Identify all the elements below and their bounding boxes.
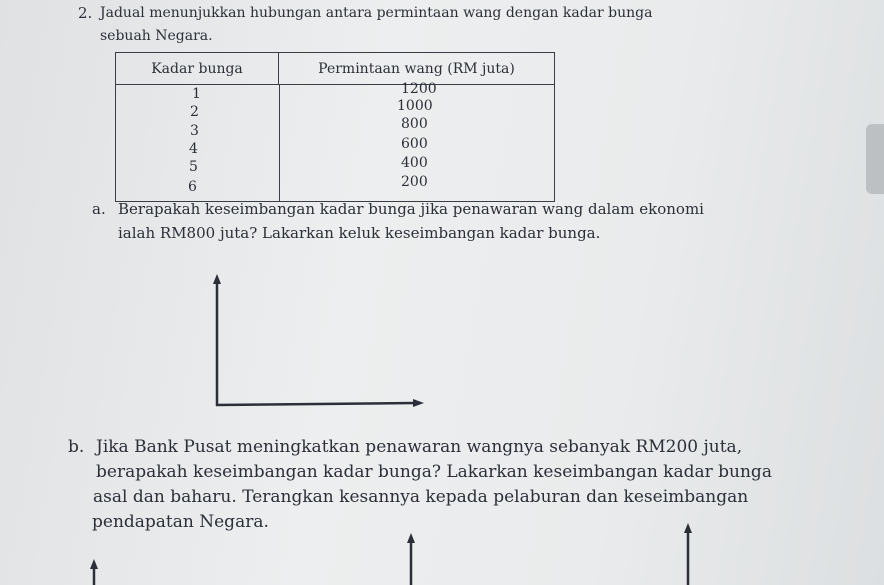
question-number: 2. bbox=[78, 4, 93, 22]
table-cell-demand: 200 bbox=[401, 174, 428, 190]
table-cell-demand: 1200 bbox=[401, 81, 437, 97]
question-intro-line-1: Jadual menunjukkan hubungan antara permintaan wang dengan kadar bunga bbox=[100, 5, 653, 21]
table-column-divider bbox=[279, 85, 280, 201]
binder-tab bbox=[866, 124, 884, 194]
table-cell-demand: 1000 bbox=[397, 98, 433, 114]
table-cell-rate: 6 bbox=[188, 179, 197, 195]
table-cell-demand: 600 bbox=[401, 136, 428, 152]
table-cell-demand: 400 bbox=[401, 155, 428, 171]
table-header-money-demand: Permintaan wang (RM juta) bbox=[279, 53, 554, 85]
table-header-interest-rate: Kadar bunga bbox=[116, 53, 279, 85]
part-b-question-line-3: asal dan baharu. Terangkan kesannya kepada pelaburan dan keseimbangan bbox=[93, 487, 749, 507]
part-b-label: b. bbox=[68, 437, 85, 457]
part-b-axis-arrow-middle bbox=[403, 532, 419, 585]
part-b-axis-arrow-right bbox=[680, 522, 696, 585]
table-cell-rate: 1 bbox=[192, 86, 201, 102]
part-b-question-line-2: berapakah keseimbangan kadar bunga? Lakarkan keseimbangan kadar bunga bbox=[96, 462, 772, 482]
question-intro-line-2: sebuah Negara. bbox=[100, 28, 213, 44]
part-a-blank-axes bbox=[205, 272, 430, 414]
part-a-question-line-2: ialah RM800 juta? Lakarkan keluk keseimbangan kadar bunga. bbox=[118, 224, 601, 242]
table-cell-demand: 800 bbox=[401, 116, 428, 132]
table-cell-rate: 5 bbox=[189, 159, 198, 175]
table-cell-rate: 2 bbox=[190, 104, 199, 120]
part-a-question-line-1: Berapakah keseimbangan kadar bunga jika penawaran wang dalam ekonomi bbox=[118, 200, 704, 218]
part-b-question-line-1: Jika Bank Pusat meningkatkan penawaran wangnya sebanyak RM200 juta, bbox=[96, 437, 743, 457]
part-a-label: a. bbox=[92, 200, 106, 218]
interest-demand-table bbox=[115, 52, 555, 202]
part-b-question-line-4: pendapatan Negara. bbox=[92, 512, 269, 532]
table-cell-rate: 4 bbox=[189, 141, 198, 157]
part-b-axis-arrow-left bbox=[86, 558, 102, 585]
table-cell-rate: 3 bbox=[190, 123, 199, 139]
